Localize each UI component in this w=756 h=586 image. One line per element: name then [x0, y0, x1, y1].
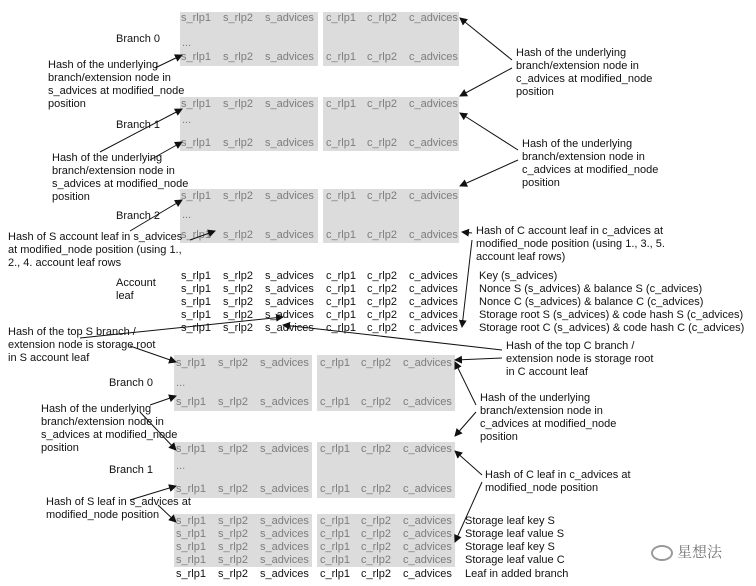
col-s-rlp1: s_rlp1 — [181, 270, 211, 282]
col-s-rlp1: s_rlp1 — [176, 483, 206, 495]
col-s-rlp2: s_rlp2 — [223, 322, 253, 334]
col-s-rlp2: s_rlp2 — [223, 12, 253, 24]
arrow — [455, 358, 502, 360]
account-row-label: Storage root C (s_advices) & code hash C (c_advices) — [479, 322, 745, 334]
col-c-rlp2: c_rlp2 — [367, 51, 397, 63]
top-branch0-label: Branch 0 — [116, 33, 161, 45]
col-s-advices: s_advices — [265, 137, 314, 149]
col-c-advices: c_advices — [409, 270, 458, 282]
col-s-advices: s_advices — [260, 443, 309, 455]
col-c-advices: c_advices — [409, 322, 458, 334]
col-s-rlp2: s_rlp2 — [223, 270, 253, 282]
col-s-rlp1: s_rlp1 — [176, 541, 206, 553]
col-c-rlp2: c_rlp2 — [367, 283, 397, 295]
col-s-rlp1: s_rlp1 — [181, 296, 211, 308]
storage-row-label: Storage leaf key S — [465, 541, 555, 553]
top-branch1-label: Branch 1 — [116, 119, 161, 131]
col-s-rlp1: s_rlp1 — [176, 357, 206, 369]
annotation-hash-s-storage-branch0: Hash of the underlying branch/extension node in s_advices at modified_node position — [41, 403, 178, 454]
col-s-rlp2: s_rlp2 — [218, 396, 248, 408]
col-c-rlp2: c_rlp2 — [361, 396, 391, 408]
col-s-advices: s_advices — [260, 568, 309, 580]
arrow — [190, 231, 215, 240]
col-s-rlp2: s_rlp2 — [223, 190, 253, 202]
col-c-advices: c_advices — [409, 98, 458, 110]
col-s-rlp1: s_rlp1 — [181, 309, 211, 321]
col-s-rlp2: s_rlp2 — [218, 443, 248, 455]
arrow — [100, 109, 182, 152]
arrow — [462, 232, 472, 233]
annotation-hash-s-account: Hash of S account leaf in s_advices at modified_node position (using 1., 2., 4. account leaf rows — [8, 231, 183, 269]
col-s-advices: s_advices — [265, 98, 314, 110]
col-c-advices: c_advices — [409, 12, 458, 24]
col-c-rlp1: c_rlp1 — [326, 296, 356, 308]
account-row-label: Storage root S (s_advices) & code hash S (c_advices) — [479, 309, 744, 321]
annotation-hash-c-storage-branch0: Hash of the underlying branch/extension node in c_advices at modified_node position — [480, 392, 617, 443]
col-s-advices: s_advices — [260, 541, 309, 553]
col-s-rlp1: s_rlp1 — [176, 396, 206, 408]
col-s-advices: s_advices — [260, 357, 309, 369]
col-s-rlp2: s_rlp2 — [218, 541, 248, 553]
col-s-rlp2: s_rlp2 — [223, 283, 253, 295]
col-s-rlp2: s_rlp2 — [223, 229, 253, 241]
annotation-hash-s-branch0: Hash of the underlying branch/extension node in s_advices at modified_node position — [48, 59, 185, 110]
col-s-rlp2: s_rlp2 — [218, 515, 248, 527]
col-c-rlp2: c_rlp2 — [361, 483, 391, 495]
col-c-rlp1: c_rlp1 — [320, 357, 350, 369]
col-s-advices: s_advices — [265, 270, 314, 282]
col-s-advices: s_advices — [260, 483, 309, 495]
col-c-rlp2: c_rlp2 — [361, 554, 391, 566]
arrow — [130, 346, 176, 362]
col-c-rlp1: c_rlp1 — [320, 554, 350, 566]
annotation-hash-c-branch1: Hash of the underlying branch/extension node in c_advices at modified_node position — [522, 138, 659, 189]
ellipsis: ... — [176, 460, 186, 472]
col-c-advices: c_advices — [403, 554, 452, 566]
col-s-rlp1: s_rlp1 — [181, 98, 211, 110]
col-c-rlp2: c_rlp2 — [367, 229, 397, 241]
wechat-icon — [651, 545, 673, 561]
col-s-rlp1: s_rlp1 — [176, 515, 206, 527]
col-c-rlp1: c_rlp1 — [320, 443, 350, 455]
arrow — [130, 200, 182, 231]
col-s-rlp2: s_rlp2 — [218, 357, 248, 369]
col-c-rlp2: c_rlp2 — [367, 12, 397, 24]
storage-branch1-label: Branch 1 — [109, 464, 154, 476]
col-c-rlp2: c_rlp2 — [361, 568, 391, 580]
col-s-advices: s_advices — [260, 554, 309, 566]
col-c-advices: c_advices — [403, 515, 452, 527]
col-s-rlp2: s_rlp2 — [218, 554, 248, 566]
col-s-advices: s_advices — [260, 396, 309, 408]
col-c-rlp1: c_rlp1 — [320, 568, 350, 580]
watermark — [651, 541, 722, 562]
arrow — [150, 396, 176, 405]
col-c-advices: c_advices — [409, 229, 458, 241]
col-c-rlp1: c_rlp1 — [326, 190, 356, 202]
col-c-rlp2: c_rlp2 — [361, 443, 391, 455]
col-c-rlp2: c_rlp2 — [361, 515, 391, 527]
arrow — [80, 317, 283, 338]
account-leaf-label: Account leaf — [116, 277, 156, 302]
col-c-rlp1: c_rlp1 — [326, 270, 356, 282]
col-c-rlp2: c_rlp2 — [367, 137, 397, 149]
col-c-rlp1: c_rlp1 — [320, 396, 350, 408]
annotation-hash-s-branch1: Hash of the underlying branch/extension node in s_advices at modified_node position — [52, 152, 189, 203]
arrow — [455, 482, 482, 542]
account-row-label: Nonce C (s_advices) & balance C (c_advices) — [479, 296, 704, 308]
col-c-advices: c_advices — [403, 528, 452, 540]
col-c-rlp2: c_rlp2 — [361, 357, 391, 369]
annotation-hash-c-branch0: Hash of the underlying branch/extension node in c_advices at modified_node position — [516, 47, 653, 98]
col-s-rlp1: s_rlp1 — [181, 283, 211, 295]
col-c-advices: c_advices — [409, 283, 458, 295]
arrow — [460, 18, 512, 60]
arrow — [460, 160, 518, 186]
col-c-rlp1: c_rlp1 — [326, 309, 356, 321]
col-s-rlp2: s_rlp2 — [223, 51, 253, 63]
col-c-rlp1: c_rlp1 — [320, 541, 350, 553]
col-s-rlp1: s_rlp1 — [181, 137, 211, 149]
col-s-advices: s_advices — [265, 322, 314, 334]
col-s-rlp2: s_rlp2 — [223, 309, 253, 321]
col-c-rlp1: c_rlp1 — [320, 515, 350, 527]
col-c-rlp1: c_rlp1 — [320, 483, 350, 495]
col-s-rlp1: s_rlp1 — [181, 322, 211, 334]
col-c-advices: c_advices — [403, 541, 452, 553]
col-c-rlp1: c_rlp1 — [326, 322, 356, 334]
col-c-advices: c_advices — [409, 309, 458, 321]
col-s-rlp1: s_rlp1 — [176, 528, 206, 540]
col-s-advices: s_advices — [260, 528, 309, 540]
col-c-rlp2: c_rlp2 — [367, 296, 397, 308]
col-c-rlp2: c_rlp2 — [361, 528, 391, 540]
arrow — [455, 412, 476, 436]
col-s-rlp1: s_rlp1 — [181, 229, 211, 241]
col-c-advices: c_advices — [409, 137, 458, 149]
arrow — [460, 113, 518, 150]
col-c-rlp2: c_rlp2 — [367, 309, 397, 321]
col-c-rlp1: c_rlp1 — [326, 137, 356, 149]
col-s-rlp1: s_rlp1 — [181, 190, 211, 202]
top-branch2-label: Branch 2 — [116, 210, 161, 222]
col-c-rlp2: c_rlp2 — [367, 322, 397, 334]
ellipsis: ... — [182, 209, 192, 221]
col-s-advices: s_advices — [265, 229, 314, 241]
col-c-rlp2: c_rlp2 — [367, 98, 397, 110]
col-s-advices: s_advices — [260, 515, 309, 527]
account-row-label: Key (s_advices) — [479, 270, 558, 282]
col-c-rlp1: c_rlp1 — [326, 283, 356, 295]
storage-row-label: Leaf in added branch — [465, 568, 569, 580]
col-s-rlp1: s_rlp1 — [176, 554, 206, 566]
col-c-rlp2: c_rlp2 — [361, 541, 391, 553]
account-row-label: Nonce S (s_advices) & balance S (c_advices) — [479, 283, 703, 295]
arrow — [462, 240, 472, 327]
col-s-rlp2: s_rlp2 — [223, 137, 253, 149]
col-c-rlp2: c_rlp2 — [367, 190, 397, 202]
arrow — [158, 505, 176, 522]
col-s-rlp1: s_rlp1 — [181, 12, 211, 24]
col-c-rlp1: c_rlp1 — [320, 528, 350, 540]
col-c-advices: c_advices — [403, 483, 452, 495]
col-s-advices: s_advices — [265, 296, 314, 308]
col-c-rlp2: c_rlp2 — [367, 270, 397, 282]
col-s-advices: s_advices — [265, 190, 314, 202]
arrow — [140, 412, 176, 450]
col-c-rlp1: c_rlp1 — [326, 229, 356, 241]
annotation-hash-c-account: Hash of C account leaf in c_advices at modified_node position (using 1., 3., 5. account leaf rows) — [476, 225, 665, 263]
col-s-rlp1: s_rlp1 — [176, 568, 206, 580]
col-s-rlp1: s_rlp1 — [181, 51, 211, 63]
col-c-advices: c_advices — [403, 443, 452, 455]
storage-row-label: Storage leaf value C — [465, 554, 565, 566]
col-c-advices: c_advices — [403, 357, 452, 369]
ellipsis: ... — [176, 377, 186, 389]
col-c-rlp1: c_rlp1 — [326, 51, 356, 63]
storage-row-label: Storage leaf value S — [465, 528, 565, 540]
arrow — [150, 142, 182, 160]
arrow — [283, 325, 502, 350]
annotation-hash-c-leaf: Hash of C leaf in c_advices at modified_node position — [485, 469, 631, 494]
col-s-advices: s_advices — [265, 51, 314, 63]
col-s-advices: s_advices — [265, 12, 314, 24]
col-s-advices: s_advices — [265, 309, 314, 321]
storage-branch0-label: Branch 0 — [109, 377, 154, 389]
col-s-rlp2: s_rlp2 — [218, 483, 248, 495]
col-c-advices: c_advices — [409, 51, 458, 63]
ellipsis: ... — [182, 37, 192, 49]
col-s-rlp2: s_rlp2 — [223, 296, 253, 308]
annotation-hash-s-leaf: Hash of S leaf in s_advices at modified_node position — [46, 496, 191, 521]
col-s-rlp2: s_rlp2 — [218, 568, 248, 580]
annotation-top-c-storage-root: Hash of the top C branch / extension node is storage root in C account leaf — [506, 340, 654, 378]
arrow — [460, 68, 512, 96]
ellipsis: ... — [182, 114, 192, 126]
arrow — [155, 55, 182, 68]
arrow — [455, 451, 482, 475]
col-c-advices: c_advices — [403, 396, 452, 408]
col-c-rlp1: c_rlp1 — [326, 98, 356, 110]
col-c-advices: c_advices — [409, 296, 458, 308]
storage-row-label: Storage leaf key S — [465, 515, 555, 527]
arrow — [455, 362, 476, 405]
watermark-text: 星想法 — [677, 544, 723, 561]
col-c-advices: c_advices — [409, 190, 458, 202]
col-s-rlp2: s_rlp2 — [218, 528, 248, 540]
arrow — [130, 486, 176, 500]
col-s-advices: s_advices — [265, 283, 314, 295]
annotation-top-s-storage-root: Hash of the top S branch / extension node is storage root in S account leaf — [8, 326, 156, 364]
col-c-rlp1: c_rlp1 — [326, 12, 356, 24]
col-s-rlp2: s_rlp2 — [223, 98, 253, 110]
col-c-advices: c_advices — [403, 568, 452, 580]
col-s-rlp1: s_rlp1 — [176, 443, 206, 455]
